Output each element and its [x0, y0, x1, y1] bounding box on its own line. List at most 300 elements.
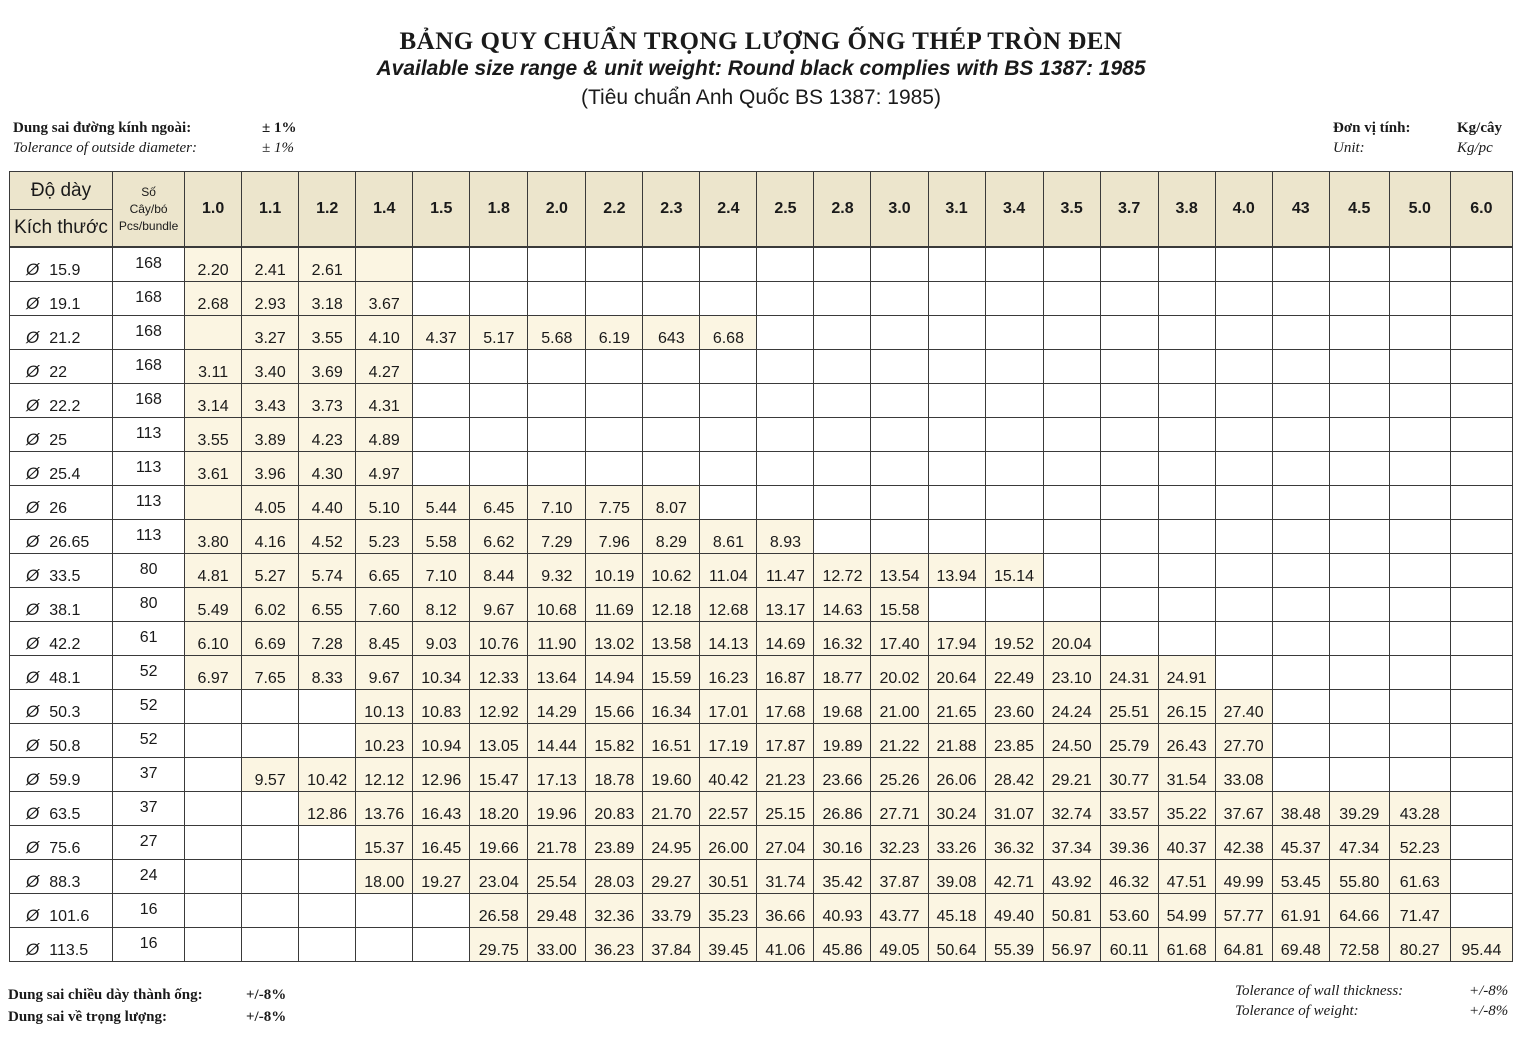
- weight-cell: [528, 282, 586, 316]
- weight-cell: [757, 316, 814, 350]
- weight-cell: 52.23: [1389, 826, 1450, 860]
- weight-cell: 17.13: [528, 758, 586, 792]
- weight-cell: [1272, 384, 1329, 418]
- weight-cell: 10.83: [413, 690, 470, 724]
- weight-cell: 50.81: [1043, 894, 1100, 928]
- weight-cell: [1215, 282, 1272, 316]
- thickness-header: 1.4: [356, 172, 413, 248]
- weight-cell: [814, 486, 871, 520]
- weight-cell: [586, 452, 643, 486]
- weight-cell: [1329, 418, 1389, 452]
- weight-cell: 23.66: [814, 758, 871, 792]
- weight-cell: [1158, 452, 1215, 486]
- weight-cell: 3.89: [242, 418, 299, 452]
- size-cell: [10, 554, 113, 588]
- diameter-symbol: Ø: [26, 804, 40, 823]
- weight-cell: 39.45: [700, 928, 757, 962]
- weight-cell: 18.20: [470, 792, 528, 826]
- weight-cell: 45.18: [928, 894, 985, 928]
- weight-cell: 22.49: [985, 656, 1043, 690]
- weight-cell: 4.10: [356, 316, 413, 350]
- weight-cell: 5.74: [299, 554, 356, 588]
- weight-cell: [1329, 247, 1389, 282]
- weight-cell: 25.51: [1100, 690, 1158, 724]
- weight-cell: 23.04: [470, 860, 528, 894]
- diameter-symbol: Ø: [26, 600, 40, 619]
- weight-cell: 29.21: [1043, 758, 1100, 792]
- weight-cell: 33.57: [1100, 792, 1158, 826]
- size-cell: [10, 384, 113, 418]
- diameter-symbol: Ø: [26, 498, 40, 517]
- weight-cell: [1043, 316, 1100, 350]
- weight-cell: [185, 758, 242, 792]
- weight-cell: 16.34: [643, 690, 700, 724]
- weight-cell: [1450, 724, 1512, 758]
- weight-cell: [985, 384, 1043, 418]
- weight-cell: 49.40: [985, 894, 1043, 928]
- weight-cell: 35.23: [700, 894, 757, 928]
- weight-cell: [1215, 588, 1272, 622]
- weight-cell: [413, 384, 470, 418]
- weight-cell: [1100, 622, 1158, 656]
- weight-cell: 5.27: [242, 554, 299, 588]
- weight-cell: 5.23: [356, 520, 413, 554]
- weight-cell: 15.82: [586, 724, 643, 758]
- weight-cell: 71.47: [1389, 894, 1450, 928]
- weight-cell: [1450, 316, 1512, 350]
- page-title: BẢNG QUY CHUẨN TRỌNG LƯỢNG ỐNG THÉP TRÒN ĐEN: [399, 28, 1123, 55]
- bundle-count-cell: 52: [113, 724, 185, 758]
- diameter-symbol: Ø: [26, 328, 40, 347]
- weight-cell: 16.23: [700, 656, 757, 690]
- weight-cell: 8.61: [700, 520, 757, 554]
- weight-cell: 31.74: [757, 860, 814, 894]
- thickness-header: 3.8: [1158, 172, 1215, 248]
- bundle-count-cell: 24: [113, 860, 185, 894]
- weight-cell: [413, 928, 470, 962]
- weight-cell: [928, 282, 985, 316]
- bundle-count-cell: 168: [113, 247, 185, 282]
- weight-tolerance-value-en: +/-8%: [1469, 1003, 1509, 1019]
- weight-cell: [643, 282, 700, 316]
- weight-cell: 11.69: [586, 588, 643, 622]
- thickness-header: 43: [1272, 172, 1329, 248]
- size-cell: [10, 826, 113, 860]
- weight-cell: 61.63: [1389, 860, 1450, 894]
- weight-cell: [643, 452, 700, 486]
- bundle-count-cell: 113: [113, 520, 185, 554]
- thickness-header: 2.4: [700, 172, 757, 248]
- weight-cell: 38.48: [1272, 792, 1329, 826]
- weight-cell: 9.67: [356, 656, 413, 690]
- weight-cell: [1100, 282, 1158, 316]
- size-value: 25.4: [49, 466, 81, 483]
- table-row: [10, 894, 1513, 928]
- bundle-count-cell: 27: [113, 826, 185, 860]
- weight-cell: 7.60: [356, 588, 413, 622]
- weight-cell: [1043, 588, 1100, 622]
- size-value: 15.9: [49, 262, 81, 279]
- weight-cell: [1389, 247, 1450, 282]
- weight-cell: 33.79: [643, 894, 700, 928]
- weight-cell: [1043, 418, 1100, 452]
- weight-cell: [1272, 350, 1329, 384]
- weight-cell: [242, 690, 299, 724]
- weight-cell: 39.36: [1100, 826, 1158, 860]
- weight-cell: [757, 418, 814, 452]
- weight-cell: [814, 316, 871, 350]
- weight-cell: [757, 486, 814, 520]
- weight-cell: [1450, 282, 1512, 316]
- weight-cell: [1272, 758, 1329, 792]
- weight-cell: 42.71: [985, 860, 1043, 894]
- weight-cell: 4.16: [242, 520, 299, 554]
- weight-cell: 25.26: [871, 758, 928, 792]
- weight-cell: [871, 247, 928, 282]
- weight-cell: 15.58: [871, 588, 928, 622]
- weight-cell: 10.62: [643, 554, 700, 588]
- weight-cell: [871, 316, 928, 350]
- weight-cell: [1158, 588, 1215, 622]
- thickness-header-label: Độ dày: [10, 172, 112, 210]
- weight-cell: 3.11: [185, 350, 242, 384]
- weight-cell: 2.20: [185, 247, 242, 282]
- weight-cell: 27.71: [871, 792, 928, 826]
- weight-cell: 3.18: [299, 282, 356, 316]
- weight-cell: 30.16: [814, 826, 871, 860]
- weight-cell: [1100, 384, 1158, 418]
- weight-cell: [643, 418, 700, 452]
- weight-cell: [1100, 316, 1158, 350]
- weight-cell: 37.84: [643, 928, 700, 962]
- weight-cell: [1450, 486, 1512, 520]
- bundle-count-cell: 52: [113, 656, 185, 690]
- weight-cell: 8.07: [643, 486, 700, 520]
- weight-cell: 26.15: [1158, 690, 1215, 724]
- weight-cell: [1215, 452, 1272, 486]
- weight-cell: 64.66: [1329, 894, 1389, 928]
- weight-cell: [586, 384, 643, 418]
- weight-cell: [1450, 826, 1512, 860]
- weight-cell: [985, 452, 1043, 486]
- weight-cell: 43.92: [1043, 860, 1100, 894]
- weight-cell: 29.48: [528, 894, 586, 928]
- weight-cell: [757, 247, 814, 282]
- weight-cell: [1389, 486, 1450, 520]
- thickness-header: 2.2: [586, 172, 643, 248]
- weight-cell: [1272, 588, 1329, 622]
- weight-cell: [586, 350, 643, 384]
- weight-cell: 28.42: [985, 758, 1043, 792]
- table-row: [10, 724, 1513, 758]
- weight-cell: [413, 894, 470, 928]
- weight-cell: [1100, 350, 1158, 384]
- weight-cell: 32.23: [871, 826, 928, 860]
- weight-cell: 2.93: [242, 282, 299, 316]
- weight-cell: 8.93: [757, 520, 814, 554]
- bundle-count-cell: 113: [113, 452, 185, 486]
- weight-cell: [814, 282, 871, 316]
- size-value: 33.5: [49, 568, 81, 585]
- bundle-count-cell: 113: [113, 486, 185, 520]
- size-cell: [10, 690, 113, 724]
- weight-cell: 17.94: [928, 622, 985, 656]
- weight-cell: 7.10: [413, 554, 470, 588]
- weight-cell: [586, 418, 643, 452]
- weight-cell: [470, 247, 528, 282]
- weight-cell: 17.68: [757, 690, 814, 724]
- weight-cell: 15.14: [985, 554, 1043, 588]
- weight-cell: [1272, 282, 1329, 316]
- thickness-header: 3.5: [1043, 172, 1100, 248]
- weight-cell: 37.34: [1043, 826, 1100, 860]
- size-value: 88.3: [49, 874, 81, 891]
- weight-cell: 25.15: [757, 792, 814, 826]
- weight-cell: [185, 792, 242, 826]
- weight-cell: [242, 724, 299, 758]
- weight-cell: [299, 724, 356, 758]
- weight-cell: 33.08: [1215, 758, 1272, 792]
- table-row: [10, 554, 1513, 588]
- weight-cell: [928, 384, 985, 418]
- weight-cell: [1215, 520, 1272, 554]
- weight-cell: 6.68: [700, 316, 757, 350]
- weight-cell: [1215, 554, 1272, 588]
- size-value: 59.9: [49, 772, 81, 789]
- size-cell: [10, 928, 113, 962]
- weight-cell: [1450, 860, 1512, 894]
- weight-cell: 3.96: [242, 452, 299, 486]
- weight-cell: 31.07: [985, 792, 1043, 826]
- weight-cell: 25.79: [1100, 724, 1158, 758]
- size-value: 21.2: [49, 330, 81, 347]
- weight-cell: 30.51: [700, 860, 757, 894]
- thickness-header: 4.0: [1215, 172, 1272, 248]
- weight-cell: [1450, 418, 1512, 452]
- weight-cell: 21.65: [928, 690, 985, 724]
- weight-cell: 5.49: [185, 588, 242, 622]
- weight-cell: 10.19: [586, 554, 643, 588]
- weight-cell: 643: [643, 316, 700, 350]
- diameter-symbol: Ø: [26, 362, 40, 381]
- weight-cell: [470, 452, 528, 486]
- weight-cell: [814, 452, 871, 486]
- weight-cell: [985, 588, 1043, 622]
- weight-cell: 16.87: [757, 656, 814, 690]
- weight-cell: 21.23: [757, 758, 814, 792]
- thickness-header: 3.4: [985, 172, 1043, 248]
- weight-cell: 31.54: [1158, 758, 1215, 792]
- weight-cell: 69.48: [1272, 928, 1329, 962]
- weight-cell: 12.12: [356, 758, 413, 792]
- table-row: [10, 860, 1513, 894]
- size-value: 38.1: [49, 602, 81, 619]
- unit-label-vi: Đơn vị tính:: [1333, 120, 1411, 136]
- size-cell: [10, 350, 113, 384]
- weight-tolerance-label-en: Tolerance of weight:: [1235, 1003, 1359, 1019]
- weight-cell: 55.80: [1329, 860, 1389, 894]
- weight-cell: 61.91: [1272, 894, 1329, 928]
- weight-cell: 57.77: [1215, 894, 1272, 928]
- weight-cell: 12.33: [470, 656, 528, 690]
- weight-cell: 9.03: [413, 622, 470, 656]
- weight-cell: 26.00: [700, 826, 757, 860]
- weight-cell: 5.17: [470, 316, 528, 350]
- thickness-header: 2.5: [757, 172, 814, 248]
- weight-cell: [242, 928, 299, 962]
- weight-cell: [185, 826, 242, 860]
- weight-cell: [871, 452, 928, 486]
- weight-cell: [185, 928, 242, 962]
- weight-cell: [1389, 554, 1450, 588]
- weight-cell: 23.10: [1043, 656, 1100, 690]
- weight-cell: 13.76: [356, 792, 413, 826]
- weight-cell: 14.69: [757, 622, 814, 656]
- weight-cell: 20.64: [928, 656, 985, 690]
- weight-cell: 16.32: [814, 622, 871, 656]
- size-value: 22: [49, 364, 68, 381]
- size-value: 50.8: [49, 738, 81, 755]
- weight-cell: 18.78: [586, 758, 643, 792]
- bundle-header: [113, 172, 185, 248]
- weight-cell: [1389, 452, 1450, 486]
- weight-cell: 36.66: [757, 894, 814, 928]
- size-value: 50.3: [49, 704, 81, 721]
- weight-cell: [1043, 520, 1100, 554]
- weight-cell: [1389, 316, 1450, 350]
- weight-cell: [1329, 452, 1389, 486]
- weight-cell: [1329, 690, 1389, 724]
- weight-cell: 23.85: [985, 724, 1043, 758]
- weight-cell: 30.77: [1100, 758, 1158, 792]
- table-row: [10, 350, 1513, 384]
- weight-cell: [700, 350, 757, 384]
- weight-cell: [700, 486, 757, 520]
- weight-cell: 7.29: [528, 520, 586, 554]
- weight-cell: [1329, 282, 1389, 316]
- weight-cell: 4.97: [356, 452, 413, 486]
- weight-cell: 24.50: [1043, 724, 1100, 758]
- diameter-symbol: Ø: [26, 430, 40, 449]
- weight-cell: 11.04: [700, 554, 757, 588]
- weight-cell: 15.66: [586, 690, 643, 724]
- weight-cell: 16.51: [643, 724, 700, 758]
- weight-cell: [1043, 247, 1100, 282]
- weight-cell: [242, 826, 299, 860]
- weight-cell: 3.55: [299, 316, 356, 350]
- size-cell: [10, 622, 113, 656]
- weight-cell: 10.76: [470, 622, 528, 656]
- weight-cell: 35.42: [814, 860, 871, 894]
- weight-cell: 17.87: [757, 724, 814, 758]
- weight-cell: [1272, 656, 1329, 690]
- bundle-count-cell: 80: [113, 554, 185, 588]
- size-value: 25: [49, 432, 68, 449]
- weight-cell: 21.88: [928, 724, 985, 758]
- weight-cell: [470, 282, 528, 316]
- weight-cell: 26.86: [814, 792, 871, 826]
- table-row: [10, 792, 1513, 826]
- weight-cell: 29.27: [643, 860, 700, 894]
- weight-cell: [299, 690, 356, 724]
- weight-cell: 7.75: [586, 486, 643, 520]
- weight-cell: 24.91: [1158, 656, 1215, 690]
- weight-cell: [1329, 486, 1389, 520]
- weight-cell: [1158, 418, 1215, 452]
- weight-cell: 15.47: [470, 758, 528, 792]
- weight-cell: 61.68: [1158, 928, 1215, 962]
- weight-cell: 18.77: [814, 656, 871, 690]
- size-cell: [10, 792, 113, 826]
- unit-value-vi: Kg/cây: [1457, 120, 1502, 136]
- weight-cell: [757, 350, 814, 384]
- weight-cell: 3.61: [185, 452, 242, 486]
- weight-cell: [814, 418, 871, 452]
- thickness-header: 3.0: [871, 172, 928, 248]
- weight-cell: [1100, 520, 1158, 554]
- weight-cell: [1215, 384, 1272, 418]
- diameter-symbol: Ø: [26, 702, 40, 721]
- weight-cell: 4.89: [356, 418, 413, 452]
- diameter-symbol: Ø: [26, 260, 40, 279]
- weight-cell: 2.61: [299, 247, 356, 282]
- weight-cell: 43.77: [871, 894, 928, 928]
- weight-cell: [1389, 588, 1450, 622]
- thickness-header: 3.7: [1100, 172, 1158, 248]
- weight-cell: [700, 384, 757, 418]
- weight-cell: 13.58: [643, 622, 700, 656]
- weight-cell: 3.43: [242, 384, 299, 418]
- weight-cell: 19.89: [814, 724, 871, 758]
- weight-cell: 24.31: [1100, 656, 1158, 690]
- bundle-header-line: Số: [141, 184, 156, 199]
- weight-cell: [985, 282, 1043, 316]
- diameter-symbol: Ø: [26, 464, 40, 483]
- weight-cell: 20.02: [871, 656, 928, 690]
- thickness-header: 5.0: [1389, 172, 1450, 248]
- table-row: [10, 247, 1513, 282]
- weight-cell: 10.94: [413, 724, 470, 758]
- weight-cell: [1158, 282, 1215, 316]
- weight-cell: [928, 520, 985, 554]
- weight-cell: 3.69: [299, 350, 356, 384]
- weight-cell: 6.02: [242, 588, 299, 622]
- weight-cell: 64.81: [1215, 928, 1272, 962]
- weight-cell: 3.73: [299, 384, 356, 418]
- weight-cell: 27.40: [1215, 690, 1272, 724]
- weight-cell: [1100, 452, 1158, 486]
- weight-tolerance-label-vi: Dung sai về trọng lượng:: [8, 1009, 167, 1025]
- weight-cell: [985, 418, 1043, 452]
- weight-cell: 8.44: [470, 554, 528, 588]
- weight-cell: 3.27: [242, 316, 299, 350]
- weight-cell: 9.57: [242, 758, 299, 792]
- weight-cell: [1272, 247, 1329, 282]
- weight-cell: 19.96: [528, 792, 586, 826]
- weight-cell: 32.36: [586, 894, 643, 928]
- weight-tolerance-value-vi: +/-8%: [246, 1009, 287, 1025]
- weight-cell: 9.67: [470, 588, 528, 622]
- table-row: [10, 452, 1513, 486]
- weight-cell: [1158, 316, 1215, 350]
- weight-cell: [814, 520, 871, 554]
- size-cell: [10, 486, 113, 520]
- bundle-count-cell: 37: [113, 792, 185, 826]
- weight-cell: [1329, 316, 1389, 350]
- table-row: [10, 656, 1513, 690]
- weight-cell: 36.32: [985, 826, 1043, 860]
- weight-cell: 4.27: [356, 350, 413, 384]
